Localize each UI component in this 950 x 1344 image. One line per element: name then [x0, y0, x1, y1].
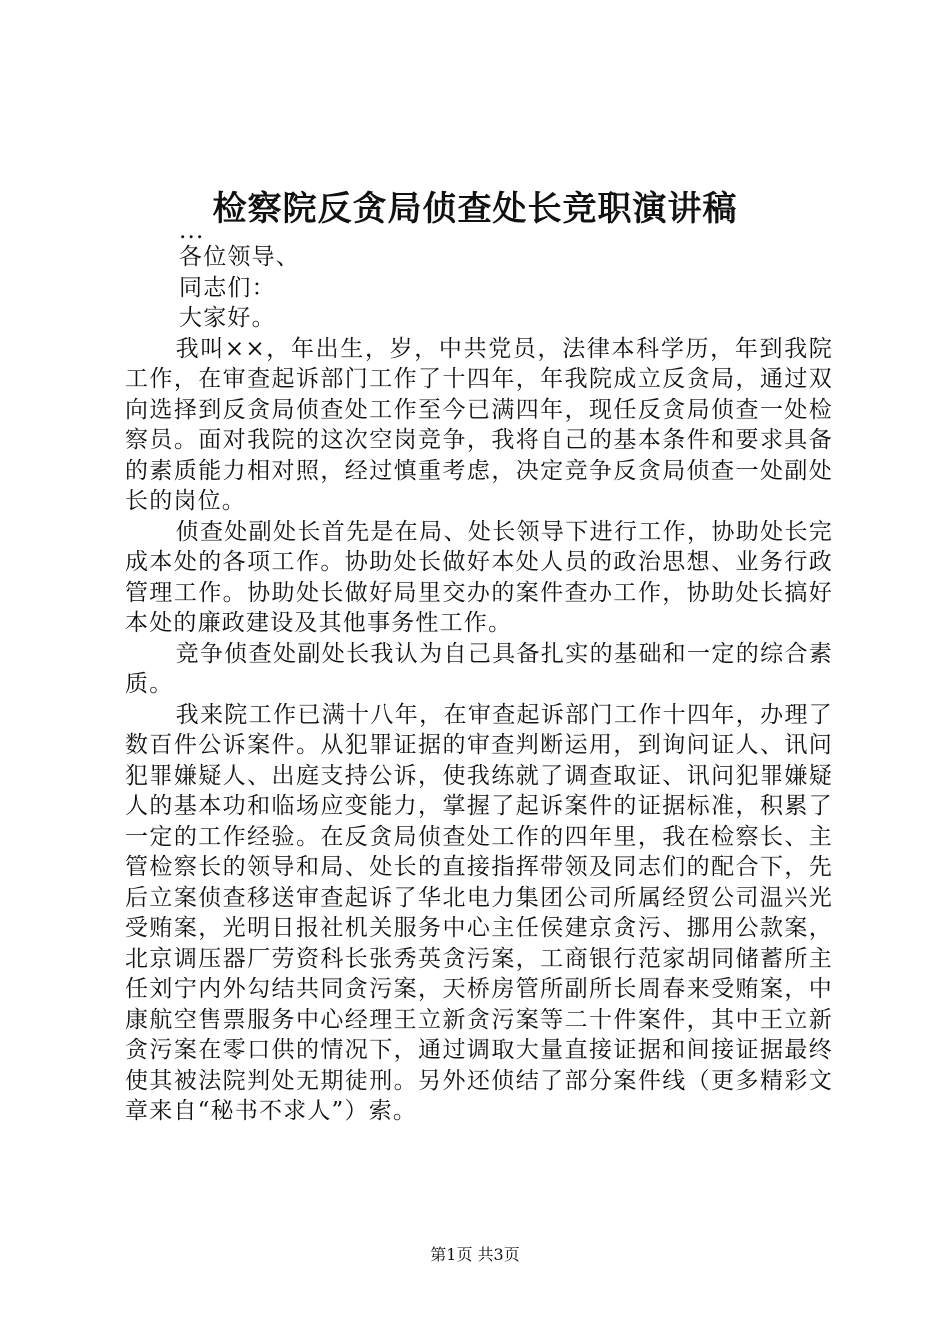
page-number: 第1页 共3页	[430, 1245, 520, 1264]
greeting: 大家好。	[179, 305, 276, 331]
salutation-leaders: 各位领导、	[179, 244, 300, 270]
document-title: 检察院反贪局侦查处长竞职演讲稿	[212, 189, 738, 229]
paragraph-qualification: 竞争侦查处副处长我认为自己具备扎实的基础和一定的综合素质。	[125, 640, 833, 697]
paragraph-introduction: 我叫××，年出生，岁，中共党员，法律本科学历，年到我院工作，在审查起诉部门工作了十四年，年我院成立反贪局，通过双向选择到反贪局侦查处工作至今已满四年，现任反贪局侦查一处检察员。面对我院的这次空岗竞争，我将自己的基本条件和要求具备的素质能力相对照，经过慎重考虑，决定竞争反贪局侦查一处副处长的岗位。	[125, 335, 833, 514]
ellipsis-line: ...	[179, 218, 205, 244]
paragraph-experience: 我来院工作已满十八年，在审查起诉部门工作十四年，办理了数百件公诉案件。从犯罪证据的审查判断运用，到询问证人、讯问犯罪嫌疑人、出庭支持公诉，使我练就了调查取证、讯问犯罪嫌疑人的基本功和临场应变能力，掌握了起诉案件的证据标准，积累了一定的工作经验。在反贪局侦查处工作的四年里，我在检察长、主管检察长的领导和局、处长的直接指挥带领及同志们的配合下，先后立案侦查移送审查起诉了华北电力集团公司所属经贸公司温兴光受贿案，光明日报社机关服务中心主任侯建京贪污、挪用公款案，北京调压器厂劳资科长张秀英贪污案，工商银行范家胡同储蓄所主任刘宁内外勾结共同贪污案，天桥房管所副所长周春来受贿案，中康航空售票服务中心经理王立新贪污案等二十件案件，其中王立新贪污案在零口供的情况下，通过调取大量直接证据和间接证据最终使其被法院判处无期徒刑。另外还侦结了部分案件线（更多精彩文章来自“秘书不求人”）索。	[125, 701, 833, 1124]
salutation-comrades: 同志们：	[179, 274, 276, 301]
paragraph-duties: 侦查处副处长首先是在局、处长领导下进行工作，协助处长完成本处的各项工作。协助处长做好本处人员的政治思想、业务行政管理工作。协助处长做好局里交办的案件查办工作，协助处长搞好本处的廉政建设及其他事务性工作。	[125, 518, 833, 636]
document-body	[125, 220, 833, 1127]
